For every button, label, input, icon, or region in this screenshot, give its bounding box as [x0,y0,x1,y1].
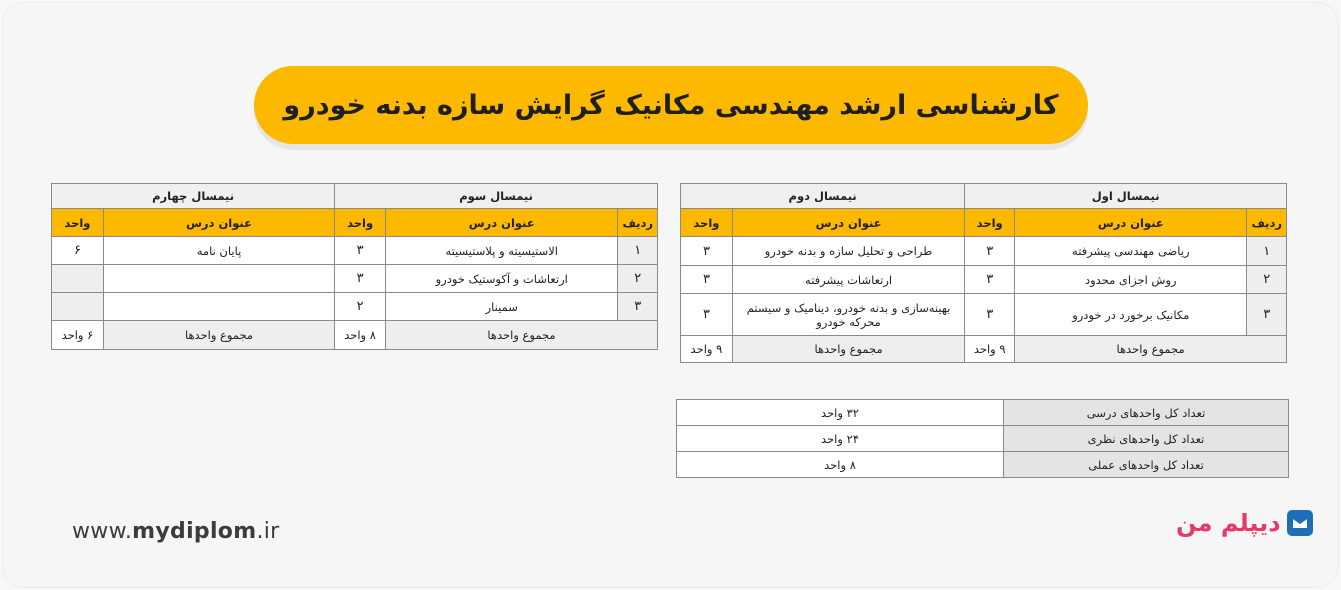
course-units: ۶ [52,237,104,265]
url-prefix: www. [72,519,133,544]
url-suffix: .ir [256,519,280,544]
total-row [52,321,658,350]
table-row [681,294,1287,336]
summary-row [677,400,1289,426]
course-title: روش اجزای محدود [1015,266,1247,294]
row-number: ۱ [1247,237,1287,266]
total-label: مجموع واحدها [1015,336,1287,363]
course-units: ۳ [681,237,733,266]
semester-table-1-2 [680,183,1287,363]
logo-text: دیپلم من [1176,509,1281,537]
summary-label: تعداد کل واحدهای نظری [1004,426,1289,452]
page-title: کارشناسی ارشد مهندسی مکانیک گرایش سازه بدنه خودرو [283,89,1059,121]
row-number: ۲ [618,265,658,293]
column-header-course: عنوان درس [732,209,964,237]
column-header-course: عنوان درس [1015,209,1247,237]
course-units [52,265,104,293]
total-units: ۶ واحد [52,321,104,350]
course-title [103,265,334,293]
column-header-unit: واحد [52,209,104,237]
column-header-row: ردیف [618,209,658,237]
column-header-unit: واحد [965,209,1015,237]
course-title: سمینار [386,293,618,321]
row-number: ۱ [618,237,658,265]
summary-row [677,452,1289,478]
title-banner [254,66,1088,144]
total-label: مجموع واحدها [386,321,658,350]
course-units: ۳ [965,237,1015,266]
table-row [681,266,1287,294]
row-number: ۳ [618,293,658,321]
column-header-unit: واحد [681,209,733,237]
column-header-unit: واحد [335,209,386,237]
course-units: ۳ [681,266,733,294]
row-number: ۳ [1247,294,1287,336]
table-row [52,265,658,293]
course-title: مکانیک برخورد در خودرو [1015,294,1247,336]
total-units: ۹ واحد [965,336,1015,363]
table-row [681,237,1287,266]
course-title: پایان نامه [103,237,334,265]
brand-logo [1176,509,1313,537]
envelope-icon [1287,510,1313,536]
course-units: ۳ [681,294,733,336]
column-header-course: عنوان درس [386,209,618,237]
semester-heading: نیمسال چهارم [52,184,335,209]
course-units: ۳ [965,266,1015,294]
row-number: ۲ [1247,266,1287,294]
column-header-row: ردیف [1247,209,1287,237]
summary-label: تعداد کل واحدهای درسی [1004,400,1289,426]
table-row [52,237,658,265]
course-title: الاستیسیته و پلاستیسیته [386,237,618,265]
course-title: ارتعاشات پیشرفته [732,266,964,294]
semester-heading: نیمسال دوم [681,184,965,209]
course-title: ریاضی مهندسی پیشرفته [1015,237,1247,266]
url-main: mydiplom [132,519,257,544]
course-title: طراحی و تحلیل سازه و بدنه خودرو [732,237,964,266]
total-label: مجموع واحدها [103,321,334,350]
website-url[interactable] [72,519,280,544]
course-units [52,293,104,321]
course-title: بهینه‌سازی و بدنه خودرو، دینامیک و سیستم محرکه خودرو [732,294,964,336]
total-units: ۹ واحد [681,336,733,363]
total-row [681,336,1287,363]
column-header-course: عنوان درس [103,209,334,237]
semester-heading: نیمسال سوم [335,184,658,209]
units-summary-table [676,399,1289,478]
semester-table-3-4 [51,183,658,350]
course-title: ارتعاشات و آکوستیک خودرو [386,265,618,293]
course-units: ۳ [335,237,386,265]
summary-value: ۲۴ واحد [677,426,1004,452]
total-units: ۸ واحد [335,321,386,350]
summary-label: تعداد کل واحدهای عملی [1004,452,1289,478]
course-units: ۳ [335,265,386,293]
summary-value: ۳۲ واحد [677,400,1004,426]
course-title [103,293,334,321]
summary-value: ۸ واحد [677,452,1004,478]
total-label: مجموع واحدها [732,336,964,363]
summary-row [677,426,1289,452]
semester-heading: نیمسال اول [965,184,1287,209]
table-row [52,293,658,321]
course-units: ۲ [335,293,386,321]
course-units: ۳ [965,294,1015,336]
